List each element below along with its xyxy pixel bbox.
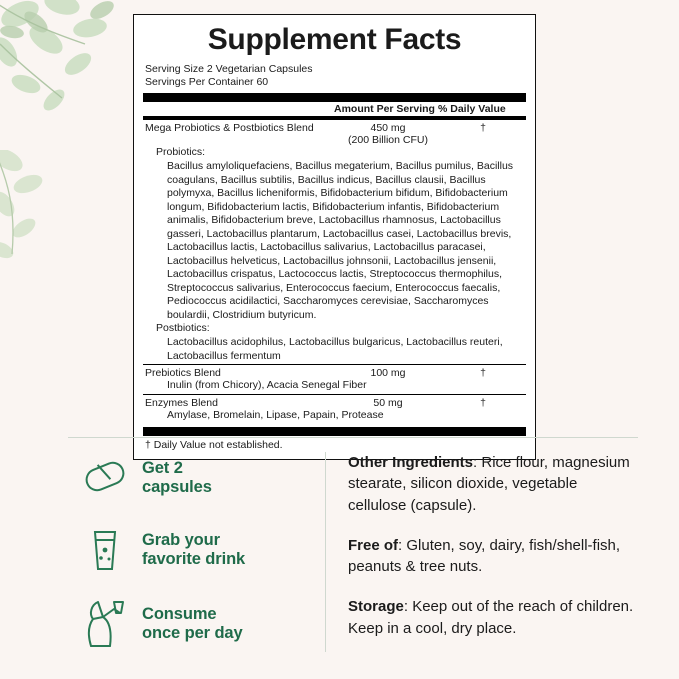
nutrient-daily-value: †	[480, 367, 486, 380]
column-headers	[143, 102, 526, 116]
daily-value-footnote: † Daily Value not established.	[145, 439, 283, 452]
free-of-note	[348, 535, 638, 578]
direction-step-3	[68, 596, 311, 652]
nutrient-amount-sub: (200 Billion CFU)	[348, 134, 428, 147]
capsule-icon	[68, 455, 142, 501]
storage-text: Keep out of the reach of children. Keep in a cool, dry place.	[348, 598, 634, 637]
other-ingredients-note	[348, 452, 638, 516]
nutrient-amount-value: 450 mg	[370, 122, 406, 135]
nutrient-name: Mega Probiotics & Postbiotics Blend	[145, 122, 314, 135]
column-header-amount: Amount Per Serving	[334, 103, 435, 116]
storage-heading: Storage	[348, 598, 404, 616]
other-ingredients-text: Rice flour, magnesium stearate, silicon dioxide, vegetable cellulose (capsule).	[348, 454, 630, 514]
nutrient-amount: 50 mg	[373, 396, 403, 409]
person-drinking-icon	[68, 596, 142, 652]
free-of-text: Gluten, soy, dairy, fish/shell-fish, peanuts & tree nuts.	[348, 536, 621, 576]
direction-step-2-label: Grab your favorite drink	[142, 530, 246, 568]
prebiotics-ingredient-list: Inulin (from Chicory), Acacia Senegal Fiber	[167, 379, 367, 392]
other-ingredients-separator: :	[473, 454, 482, 471]
nutrient-row-enzymes-blend	[143, 395, 526, 424]
storage-note	[348, 596, 638, 639]
glass-icon	[68, 524, 142, 576]
nutrient-name: Prebiotics Blend	[145, 367, 221, 380]
directions-column	[68, 452, 326, 652]
direction-step-2	[68, 524, 311, 576]
divider-thick-bottom	[143, 427, 526, 436]
nutrient-amount: 100 mg	[370, 367, 406, 380]
probiotics-sublabel: Probiotics:	[156, 146, 206, 159]
leaf-decoration-top	[0, 0, 140, 147]
direction-step-1	[68, 452, 311, 504]
supplement-facts-panel	[133, 14, 536, 460]
column-header-daily-value: % Daily Value	[438, 103, 506, 116]
nutrient-name: Enzymes Blend	[145, 396, 218, 409]
divider-thick-top	[143, 93, 526, 102]
enzymes-ingredient-list: Amylase, Bromelain, Lipase, Papain, Protease	[167, 408, 384, 421]
direction-step-3-label: Consume once per day	[142, 604, 243, 642]
other-ingredients-heading: Other Ingredients	[348, 454, 474, 471]
free-of-separator: :	[398, 536, 407, 554]
servings-per-container: Servings Per Container 60	[145, 75, 269, 88]
postbiotics-sublabel: Postbiotics:	[156, 322, 210, 335]
probiotics-strain-list: Bacillus amyloliquefaciens, Bacillus megaterium, Bacillus pumilus, Bacillus coagulans, Bacillus subtilis, Bacillus indicus, Bacillus clausii, Bacillus polymyxa, Bacillus licheniformis, Bifidobacterium bifidum, Bifidobacterium longum, Bifidobacterium lactis, Bifidobacterium infantis, Bifidobacterium animalis, Bifidobacterium breve, Lactobacillus rhamnosus, Lactobacillus gasseri, Lactobacillus plantarum, Lactobacillus casei, Lactobacillus brevis, Lactobacillus lactis, Lactobacillus salivarius, Lactobacillus paracasei, Lactobacillus helveticus, Lactobacillus johnsonii, Lactobacillus jensenii, Lactobacillus crispatus, Lactococcus lactis, Streptococcus thermophilus, Streptococcus salivarius, Enterococcus faecium, Enterococcus faecalis, Pediococcus acidilactici, Saccharomyces cerevisiae, Saccharomyces boulardii, Clostridium butyricum.	[167, 160, 514, 321]
page-title: Supplement Facts	[207, 23, 462, 56]
free-of-heading: Free of	[348, 536, 399, 554]
postbiotics-strain-list: Lactobacillus acidophilus, Lactobacillus bulgaricus, Lactobacillus reuteri, Lactobacillus fermentum	[167, 336, 503, 362]
usage-and-notes-section	[68, 437, 638, 652]
nutrient-amount	[336, 122, 440, 146]
storage-separator: :	[403, 598, 413, 616]
leaf-decoration-bottom	[0, 150, 114, 295]
notes-column	[326, 452, 638, 652]
serving-size: Serving Size 2 Vegetarian Capsules	[145, 62, 313, 75]
nutrient-daily-value: †	[480, 396, 486, 409]
direction-step-1-label: Get 2 capsules	[142, 458, 212, 496]
nutrient-daily-value: †	[480, 122, 486, 135]
nutrient-row-probiotics-blend	[143, 120, 526, 364]
nutrient-row-prebiotics-blend	[143, 365, 526, 394]
